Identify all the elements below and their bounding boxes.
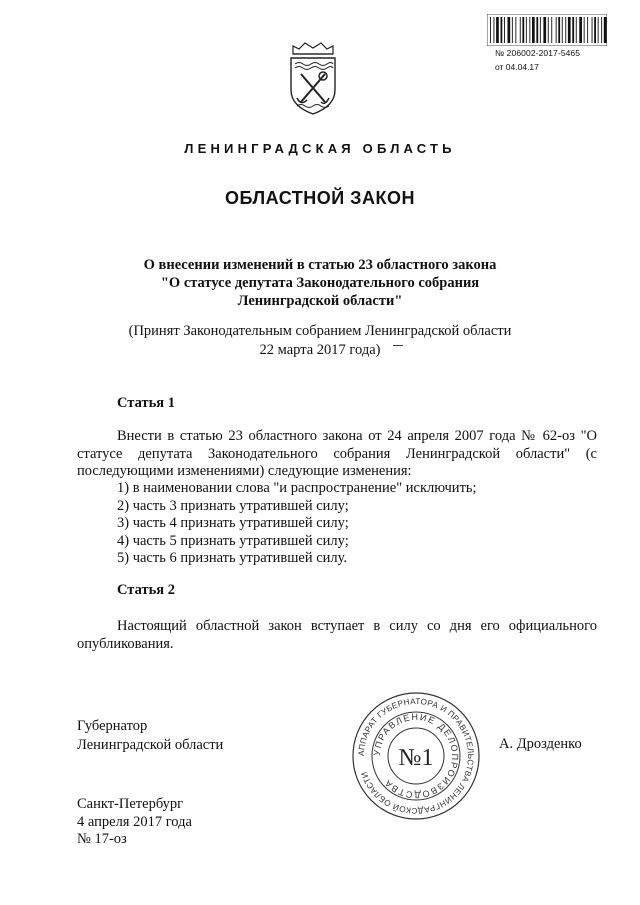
law-title-line: Ленинградской области" (237, 293, 403, 309)
svg-text:УПРАВЛЕНИЕ ДЕЛОПРОИЗВОДСТВА: УПРАВЛЕНИЕ ДЕЛОПРОИЗВОДСТВА (371, 711, 461, 801)
barcode-bar (579, 17, 582, 43)
list-item: 1) в наименовании слова "и распространение" исключить; (117, 480, 477, 496)
barcode-bar (543, 17, 546, 43)
barcode-bar (584, 17, 585, 43)
barcode (487, 14, 607, 46)
coat-of-arms-icon (285, 40, 341, 116)
svg-text:АППАРАТ ГУБЕРНАТОРА И ПРАВИТЕЛ: АППАРАТ ГУБЕРНАТОРА И ПРАВИТЕЛЬСТВА ЛЕНИНГРАДСКОЙ ОБЛАСТИ (356, 696, 476, 816)
barcode-bar (598, 17, 599, 43)
list-item: 4) часть 5 признать утратившей силу; (117, 532, 349, 549)
article-2-heading: Статья 2 (117, 582, 175, 598)
barcode-bar (576, 17, 577, 43)
barcode-bar (496, 17, 499, 43)
list-item: 3) часть 4 признать утратившей силу; (117, 515, 349, 531)
position-line: Ленинградской области (77, 737, 224, 753)
signing-date: 4 апреля 2017 года (77, 813, 192, 830)
article-1-heading: Статья 1 (117, 395, 175, 411)
official-stamp-icon (350, 690, 482, 822)
article-1-text (77, 428, 597, 481)
barcode-bar (540, 17, 541, 43)
barcode-bar (504, 17, 505, 43)
list-item: 5) часть 6 признать утратившей силу. (117, 550, 348, 566)
barcode-bar (515, 17, 516, 43)
signatory-position (77, 717, 223, 755)
barcode-bar (604, 17, 607, 43)
law-title-line: О внесении изменений в статью 23 областного закона (143, 257, 497, 273)
barcode-bar (565, 17, 566, 43)
barcode-bar (494, 17, 495, 43)
svg-text:№1: №1 (398, 745, 434, 771)
article-2-paragraph: Настоящий областной закон вступает в силу со дня его официального опубликования. (77, 618, 597, 652)
barcode-bar (548, 17, 549, 43)
barcode-bar (562, 17, 563, 43)
barcode-bar (508, 17, 511, 43)
article-2-text (77, 618, 597, 653)
barcode-bar (568, 17, 571, 43)
law-title (80, 256, 560, 310)
barcode-bar (522, 17, 524, 43)
registration-number: № 206002-2017-5465 (495, 48, 581, 58)
adoption-note (90, 322, 550, 360)
list-item: 2) часть 3 признать утратившей силу; (117, 497, 349, 514)
barcode-bar (594, 17, 596, 43)
barcode-bar (512, 17, 513, 43)
barcode-bar (592, 17, 593, 43)
barcode-bar (532, 17, 535, 43)
adoption-note-line: (Принят Законодательным собранием Ленинградской области (128, 323, 512, 339)
article-1-items (117, 480, 477, 568)
position-line: Губернатор (77, 718, 148, 734)
barcode-bar (572, 17, 574, 43)
barcode-bar (556, 17, 557, 43)
barcode-bar (601, 17, 602, 43)
law-title-line: "О статусе депутата Законодательного собрания (160, 275, 480, 291)
barcode-bar (490, 17, 491, 43)
document-type: ОБЛАСТНОЙ ЗАКОН (225, 188, 415, 208)
barcode-bar (526, 17, 527, 43)
pen-mark (393, 345, 403, 346)
barcode-bar (551, 17, 552, 43)
region-name: ЛЕНИНГРАДСКАЯ ОБЛАСТЬ (184, 141, 456, 156)
barcode-bar (536, 17, 538, 43)
law-number: № 17-оз (77, 831, 127, 847)
signing-city: Санкт-Петербург (77, 796, 184, 812)
barcode-bar (587, 17, 588, 43)
barcode-bar (501, 17, 503, 43)
signing-details (77, 796, 192, 849)
barcode-bar (520, 17, 521, 43)
barcode-bar (558, 17, 560, 43)
registration-date: от 04.04.17 (495, 62, 539, 72)
adoption-note-line: 22 марта 2017 года) (259, 342, 381, 358)
signatory-name: А. Дрозденко (499, 736, 582, 752)
article-1-paragraph: Внести в статью 23 областного закона от 24 апреля 2007 года № 62-оз "О статусе депутата Законодательного собрания Ленинградской области" (с последующими изменениями) следующие изменения: (77, 428, 597, 479)
barcode-bar (529, 17, 530, 43)
